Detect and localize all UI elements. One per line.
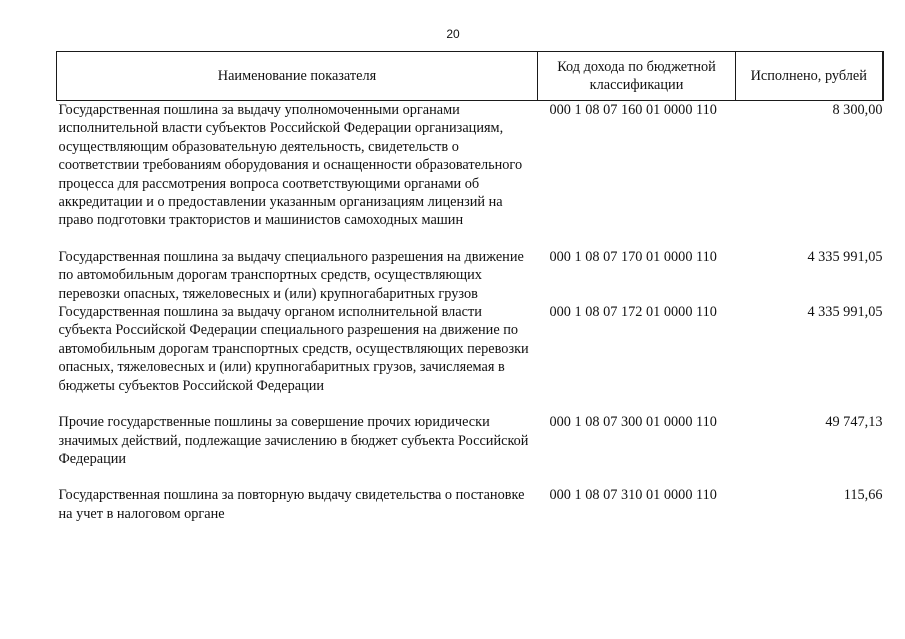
header-executed-amount: Исполнено, рублей: [736, 52, 883, 101]
header-indicator-name: Наименование показателя: [57, 52, 538, 101]
row-indicator-name: Прочие государственные пошлины за совершение прочих юридически значимых действий, подлежащие зачислению в бюджет субъекта Российской Федерации: [58, 414, 529, 467]
row-executed-amount: 8 300,00: [832, 102, 883, 118]
row-executed-amount: 4 335 991,05: [807, 304, 883, 321]
row-income-code: 000 1 08 07 160 01 0000 110: [549, 102, 717, 118]
row-indicator-name: Государственная пошлина за выдачу уполномоченными органами исполнительной власти субъектов Российской Федерации организациям, осуществляющим образовательную деятельность, свидетельств о соответствии требованиям оборудования и оснащенности образовательного процесса для рассмотрения вопроса соответствующими органами об аккредитации и о предоставлении указанным организациям лицензий на право подготовки трактористов и машинистов самоходных машин: [58, 102, 523, 229]
row-indicator-name: Государственная пошлина за выдачу специального разрешения на движение по автомобильным дорогам транспортных средств, осуществляющих перевозки опасных, тяжеловесных и (или) крупногабаритных грузов: [58, 248, 524, 302]
header-income-code: Код дохода по бюджетной классификации: [538, 52, 736, 101]
row-executed-amount: 49 747,13: [825, 414, 883, 431]
row-executed-amount: 115,66: [843, 487, 883, 504]
page-number: 20: [446, 27, 460, 41]
table-row: [57, 486, 883, 523]
row-income-code: 000 1 08 07 310 01 0000 110: [549, 487, 717, 504]
row-income-code: 000 1 08 07 300 01 0000 110: [549, 414, 717, 431]
row-executed-amount: 4 335 991,05: [807, 248, 883, 265]
table-header: [57, 52, 883, 101]
row-indicator-name: Государственная пошлина за выдачу органом исполнительной власти субъекта Российской Федерации специального разрешения на движение по автомобильным дорогам транспортных средств, осуществляющих перевозки опасных, тяжеловесных и (или) крупногабаритных грузов, зачисляемая в бюджеты субъектов Российской Федерации: [58, 304, 529, 394]
row-income-code: 000 1 08 07 172 01 0000 110: [549, 304, 717, 321]
revenue-table: [56, 51, 884, 523]
table-row: [57, 101, 883, 248]
table-body: [57, 101, 883, 524]
table-row: [57, 413, 883, 486]
row-income-code: 000 1 08 07 170 01 0000 110: [549, 248, 717, 265]
table-row: [57, 248, 883, 303]
table-row: [57, 303, 883, 413]
row-indicator-name: Государственная пошлина за повторную выдачу свидетельства о постановке на учет в налоговом органе: [58, 487, 525, 522]
